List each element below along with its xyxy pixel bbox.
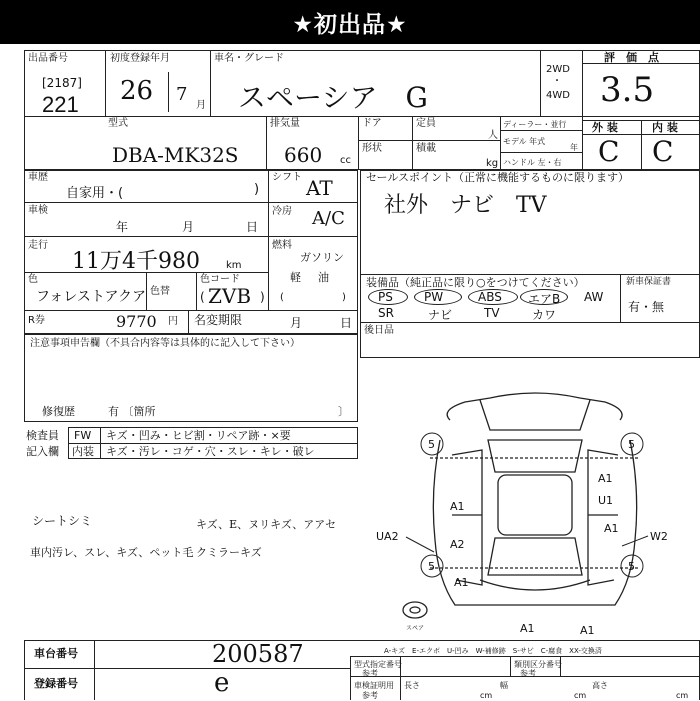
chassis-value: 200587: [212, 640, 304, 668]
change-month: 月: [290, 316, 303, 330]
ac-label: 冷房: [272, 206, 292, 217]
fuel-paren-close: ): [342, 292, 346, 303]
after-owner-label: 後日品: [364, 325, 394, 336]
car-diagram: [370, 380, 700, 640]
change-label: 名変期限: [194, 313, 243, 327]
eval-label: 評 価 点: [604, 51, 659, 64]
mark-a1-rear-left: A1: [454, 576, 469, 589]
inspection-label: 車検: [28, 205, 48, 216]
equip-leather: カワ: [532, 308, 557, 322]
height-label: 高さ: [592, 681, 608, 690]
dealer-label: ディーラー・並行: [503, 120, 567, 129]
length-label: 長さ: [404, 681, 420, 690]
designation-label: 型式指定番号: [354, 660, 402, 669]
car-name: スペーシア G: [238, 81, 428, 114]
inspection-month: 月: [182, 220, 195, 234]
height-unit: cm: [676, 691, 689, 700]
tire-rl-label: 5: [428, 560, 435, 573]
int-tag: 内装: [72, 445, 94, 458]
model-year-label: モデル 年式: [503, 137, 546, 146]
note-line-4: クミラーキズ: [196, 546, 262, 559]
lot-sub: [2187]: [42, 76, 82, 90]
recorder-label: 記入欄: [26, 445, 59, 458]
equip-airbag: エアB: [528, 292, 561, 306]
fuel-label: 燃料: [272, 240, 292, 251]
tire-rr-label: 5: [628, 560, 635, 573]
mark-u1: U1: [598, 494, 614, 507]
mileage-unit: km: [226, 260, 242, 271]
mark-a1-rear: A1: [520, 622, 535, 635]
warranty-value: 有・無: [628, 300, 665, 314]
equip-ps: PS: [378, 290, 393, 304]
reg-label: 初度登録年月: [110, 53, 170, 64]
fuel-paren-open: (: [280, 292, 284, 303]
history-close: ): [254, 182, 260, 197]
capacity-unit: 人: [488, 130, 498, 141]
fuel-oil: 油: [318, 271, 329, 284]
inspection-year: 年: [116, 220, 129, 234]
equip-abs: ABS: [478, 290, 502, 304]
equipment-label: 装備品（純正品に限り○をつけてください）: [366, 276, 585, 289]
equip-navi: ナビ: [428, 308, 453, 322]
load-unit: kg: [486, 158, 499, 169]
tire-fr-label: 5: [628, 438, 635, 451]
shift-value: AT: [306, 176, 333, 200]
mark-a1-left: A1: [450, 500, 465, 513]
int-grade: C: [652, 135, 674, 168]
mileage-value: 11万4千980: [72, 249, 200, 274]
color-code-paren-open: (: [200, 290, 205, 304]
width-label: 幅: [500, 681, 508, 690]
history-value: 自家用・(: [66, 186, 124, 201]
handle-label: ハンドル 左・右: [503, 158, 562, 167]
fuel-gas: ガソリン: [300, 251, 344, 264]
color-code-paren-close: ): [260, 290, 265, 304]
capacity-label: 定員: [416, 118, 436, 129]
mark-a1-right: A1: [598, 472, 613, 485]
history-label: 車歴: [28, 172, 48, 183]
note-line-1: シートシミ: [32, 514, 93, 528]
equip-sr: SR: [378, 306, 394, 320]
mark-w2: W2: [650, 530, 668, 543]
ext-grade: C: [598, 135, 620, 168]
reg-year: 26: [120, 76, 154, 106]
recycle-label: R券: [28, 315, 45, 326]
change-day: 日: [340, 316, 353, 330]
inspection-day: 日: [246, 220, 259, 234]
sales-label: セールスポイント（正常に機能するものに限ります）: [366, 171, 630, 184]
load-label: 積載: [416, 143, 436, 154]
cert-ref: 参考: [362, 691, 378, 700]
reg-month: 7: [176, 84, 188, 105]
cc-label: 排気量: [270, 118, 300, 129]
model-label: 型式: [108, 118, 128, 129]
ext-label: 外 装: [592, 121, 618, 134]
reg-no-value: e: [214, 668, 230, 698]
fuel-light: 軽: [290, 271, 301, 284]
warranty-label: 新車保証書: [626, 277, 672, 287]
int-label: 内 装: [652, 121, 678, 134]
recycle-unit: 円: [168, 316, 178, 327]
drive-dot: ・: [552, 76, 562, 87]
sales-value: 社外 ナビ TV: [384, 193, 547, 218]
shift-label: シフト: [272, 172, 302, 183]
cc-value: 660: [284, 143, 323, 167]
category-ref: 参考: [520, 669, 536, 678]
equip-pw: PW: [424, 290, 444, 304]
color-code-label: 色コード: [200, 274, 240, 285]
lot-number: 221: [42, 92, 79, 117]
banner: ★初出品★: [0, 0, 700, 44]
legend: A-キズ E-エクボ U-凹み W-補修跡 S-サビ C-腐食 XX-交換済: [384, 647, 602, 655]
year-unit: 年: [570, 143, 578, 152]
reg-no-label: 登録番号: [34, 677, 78, 690]
note-line-2: キズ、E、ヌリキズ、アアセ: [196, 518, 337, 531]
body-color-label: 色: [28, 274, 38, 285]
model-value: DBA-MK32S: [112, 143, 239, 167]
drive-4wd: 4WD: [546, 90, 570, 101]
notes-label: 注意事項申告欄（不具合内容等は具体的に記入して下さい）: [30, 338, 300, 349]
width-unit: cm: [574, 691, 587, 700]
mark-a1-rear-right: A1: [580, 624, 595, 637]
mark-a1-rside: A1: [604, 522, 619, 535]
note-line-3: 車内汚レ、スレ、キズ、ペット毛: [30, 546, 194, 559]
tire-fl-label: 5: [428, 438, 435, 451]
length-unit: cm: [480, 691, 493, 700]
lot-label: 出品番号: [28, 53, 68, 64]
spare-label: スペア: [406, 625, 425, 632]
recycle-value: 9770: [116, 312, 157, 331]
cc-unit: cc: [340, 155, 351, 166]
name-label: 車名・グレード: [214, 53, 284, 64]
mileage-label: 走行: [28, 240, 48, 251]
int-items: キズ・汚レ・コゲ・穴・スレ・キレ・破レ: [106, 445, 315, 458]
cert-label: 車検証明用: [354, 681, 394, 690]
reg-month-unit: 月: [196, 100, 206, 111]
repair-label: 修復歴: [42, 405, 75, 418]
mark-a2: A2: [450, 538, 465, 551]
door-label: ドア: [362, 118, 382, 129]
color-code-value: ZVB: [208, 284, 252, 308]
designation-ref: 参考: [362, 669, 378, 678]
ac-value: A/C: [312, 208, 345, 229]
equip-aw: AW: [584, 290, 604, 304]
category-label: 類別区分番号: [514, 660, 562, 669]
chassis-label: 車台番号: [34, 647, 78, 660]
mark-ua2: UA2: [376, 530, 399, 543]
ext-tag: FW: [74, 429, 92, 442]
equip-tv: TV: [484, 306, 500, 320]
ext-items: キズ・凹み・ヒビ割・リペア跡・×要: [106, 429, 291, 442]
body-color-value: フォレストアクア: [36, 289, 147, 305]
eval-score: 3.5: [600, 70, 655, 110]
inspector-label: 検査員: [26, 429, 59, 442]
repair-close: 〕: [338, 405, 349, 418]
drive-2wd: 2WD: [546, 64, 570, 75]
color-change-label: 色替: [150, 286, 170, 297]
repair-value: 有 〔箇所: [108, 405, 156, 418]
shape-label: 形状: [362, 143, 382, 154]
